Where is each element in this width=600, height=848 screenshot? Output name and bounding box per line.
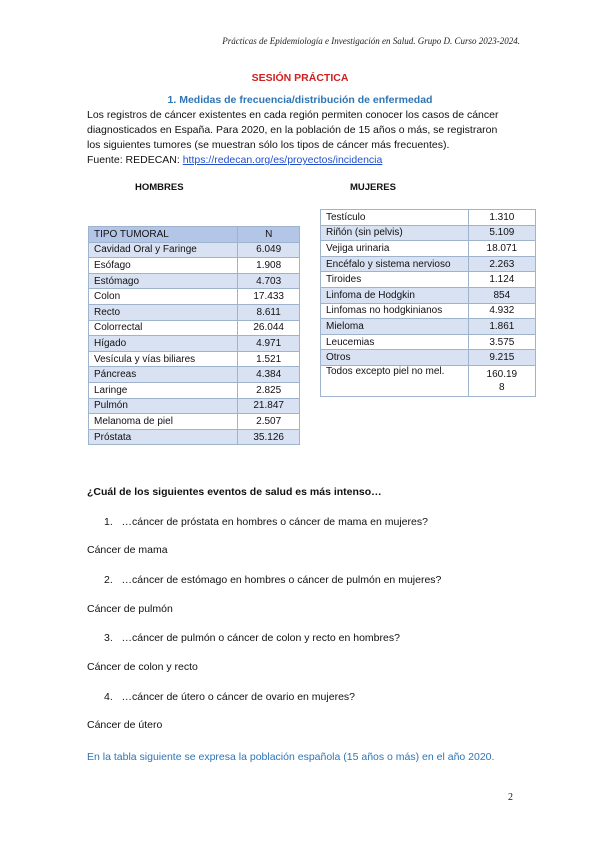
men-table xyxy=(88,226,300,445)
table-row xyxy=(321,287,536,303)
intro-line: Los registros de cáncer existentes en cada región permiten conocer los casos de cáncer xyxy=(87,109,499,121)
table-row xyxy=(321,241,536,257)
total-row xyxy=(321,365,536,396)
tumor-type-cell: Vejiga urinaria xyxy=(321,241,469,257)
intro-paragraph xyxy=(87,108,527,168)
answer-text: Cáncer de mama xyxy=(87,544,168,556)
count-cell: 1.861 xyxy=(468,319,535,335)
section-number: 1. xyxy=(167,94,177,106)
item-text: …cáncer de próstata en hombres o cáncer de mama en mujeres? xyxy=(121,516,428,528)
column-header: N xyxy=(238,227,300,243)
count-cell: 18.071 xyxy=(468,241,535,257)
question-item xyxy=(104,574,441,586)
table-row xyxy=(321,303,536,319)
question-item xyxy=(104,632,400,644)
item-number: 4. xyxy=(104,691,113,703)
table-header-row xyxy=(89,227,300,243)
item-text: …cáncer de estómago en hombres o cáncer de pulmón en mujeres? xyxy=(121,574,442,586)
count-cell: 4.971 xyxy=(238,336,300,352)
table-row xyxy=(89,336,300,352)
count-cell: 8.611 xyxy=(238,304,300,320)
page-number: 2 xyxy=(508,792,513,803)
table-row xyxy=(89,289,300,305)
count-cell: 21.847 xyxy=(238,398,300,414)
count-cell: 2.263 xyxy=(468,256,535,272)
table-row xyxy=(89,258,300,274)
table-row xyxy=(321,272,536,288)
tumor-type-cell: Cavidad Oral y Faringe xyxy=(89,242,238,258)
table-row xyxy=(321,256,536,272)
tumor-type-cell: Mieloma xyxy=(321,319,469,335)
table-row xyxy=(89,273,300,289)
tumor-type-cell: Otros xyxy=(321,350,469,366)
count-cell: 6.049 xyxy=(238,242,300,258)
count-cell: 17.433 xyxy=(238,289,300,305)
source-label: Fuente: REDECAN: xyxy=(87,154,180,166)
table-row xyxy=(89,367,300,383)
table-row xyxy=(89,242,300,258)
tumor-type-cell: Encéfalo y sistema nervioso xyxy=(321,256,469,272)
table-row xyxy=(89,398,300,414)
table-row xyxy=(321,319,536,335)
count-cell: 2.825 xyxy=(238,382,300,398)
item-text: …cáncer de pulmón o cáncer de colon y recto en hombres? xyxy=(121,632,400,644)
answer-text: Cáncer de colon y recto xyxy=(87,661,198,673)
total-value-cell xyxy=(468,365,535,396)
question-item xyxy=(104,516,428,528)
intro-line: diagnosticados en España. Para 2020, en la población de 15 años o más, se registraron xyxy=(87,124,498,136)
tumor-type-cell: Estómago xyxy=(89,273,238,289)
count-cell: 9.215 xyxy=(468,350,535,366)
tumor-type-cell: Pulmón xyxy=(89,398,238,414)
tumor-type-cell: Hígado xyxy=(89,336,238,352)
total-value-line: 8 xyxy=(499,381,505,393)
item-text: …cáncer de útero o cáncer de ovario en mujeres? xyxy=(121,691,355,703)
tumor-type-cell: Tiroides xyxy=(321,272,469,288)
tumor-type-cell: Páncreas xyxy=(89,367,238,383)
count-cell: 26.044 xyxy=(238,320,300,336)
table-row xyxy=(89,351,300,367)
count-cell: 854 xyxy=(468,287,535,303)
men-label: HOMBRES xyxy=(135,182,184,193)
item-number: 1. xyxy=(104,516,113,528)
tumor-type-cell: Recto xyxy=(89,304,238,320)
tumor-type-cell: Linfomas no hodgkinianos xyxy=(321,303,469,319)
table-row xyxy=(89,414,300,430)
tumor-type-cell: Próstata xyxy=(89,429,238,445)
answer-text: Cáncer de útero xyxy=(87,719,163,731)
count-cell: 5.109 xyxy=(468,225,535,241)
tumor-type-cell: Riñón (sin pelvis) xyxy=(321,225,469,241)
table-row xyxy=(89,429,300,445)
total-label-cell: Todos excepto piel no mel. xyxy=(321,365,469,396)
tumor-type-cell: Linfoma de Hodgkin xyxy=(321,287,469,303)
count-cell: 3.575 xyxy=(468,334,535,350)
tumor-type-cell: Testículo xyxy=(321,210,469,226)
table-row xyxy=(89,382,300,398)
table-row xyxy=(321,225,536,241)
question-prompt: ¿Cuál de los siguientes eventos de salud es más intenso… xyxy=(87,486,382,498)
item-number: 2. xyxy=(104,574,113,586)
count-cell: 4.932 xyxy=(468,303,535,319)
intro-line: los siguientes tumores (se muestran sólo los tipos de cáncer más frecuentes). xyxy=(87,139,450,151)
count-cell: 35.126 xyxy=(238,429,300,445)
tumor-type-cell: Colorrectal xyxy=(89,320,238,336)
item-number: 3. xyxy=(104,632,113,644)
answer-text: Cáncer de pulmón xyxy=(87,603,173,615)
footer-note: En la tabla siguiente se expresa la población española (15 años o más) en el año 2020. xyxy=(87,751,495,763)
tumor-type-cell: Esófago xyxy=(89,258,238,274)
table-row xyxy=(321,334,536,350)
question-item xyxy=(104,691,355,703)
section-title-text: Medidas de frecuencia/distribución de enfermedad xyxy=(179,94,433,106)
tumor-type-cell: Laringe xyxy=(89,382,238,398)
tumor-type-cell: Melanoma de piel xyxy=(89,414,238,430)
count-cell: 1.908 xyxy=(238,258,300,274)
count-cell: 1.310 xyxy=(468,210,535,226)
total-value-line: 160.19 xyxy=(486,368,518,380)
tumor-type-cell: Vesícula y vías biliares xyxy=(89,351,238,367)
table-row xyxy=(321,350,536,366)
count-cell: 4.703 xyxy=(238,273,300,289)
section-title xyxy=(0,94,600,106)
table-row xyxy=(321,210,536,226)
count-cell: 4.384 xyxy=(238,367,300,383)
count-cell: 1.521 xyxy=(238,351,300,367)
running-header: Prácticas de Epidemiología e Investigación en Salud. Grupo D. Curso 2023-2024. xyxy=(222,36,520,46)
tumor-type-cell: Colon xyxy=(89,289,238,305)
women-label: MUJERES xyxy=(350,182,396,193)
tumor-type-cell: Leucemias xyxy=(321,334,469,350)
table-row xyxy=(89,320,300,336)
count-cell: 1.124 xyxy=(468,272,535,288)
women-table xyxy=(320,209,536,397)
source-link[interactable]: https://redecan.org/es/proyectos/incidencia xyxy=(182,154,383,166)
column-header: TIPO TUMORAL xyxy=(89,227,238,243)
source-line xyxy=(87,153,527,168)
table-row xyxy=(89,304,300,320)
count-cell: 2.507 xyxy=(238,414,300,430)
session-title: SESIÓN PRÁCTICA xyxy=(251,72,349,84)
